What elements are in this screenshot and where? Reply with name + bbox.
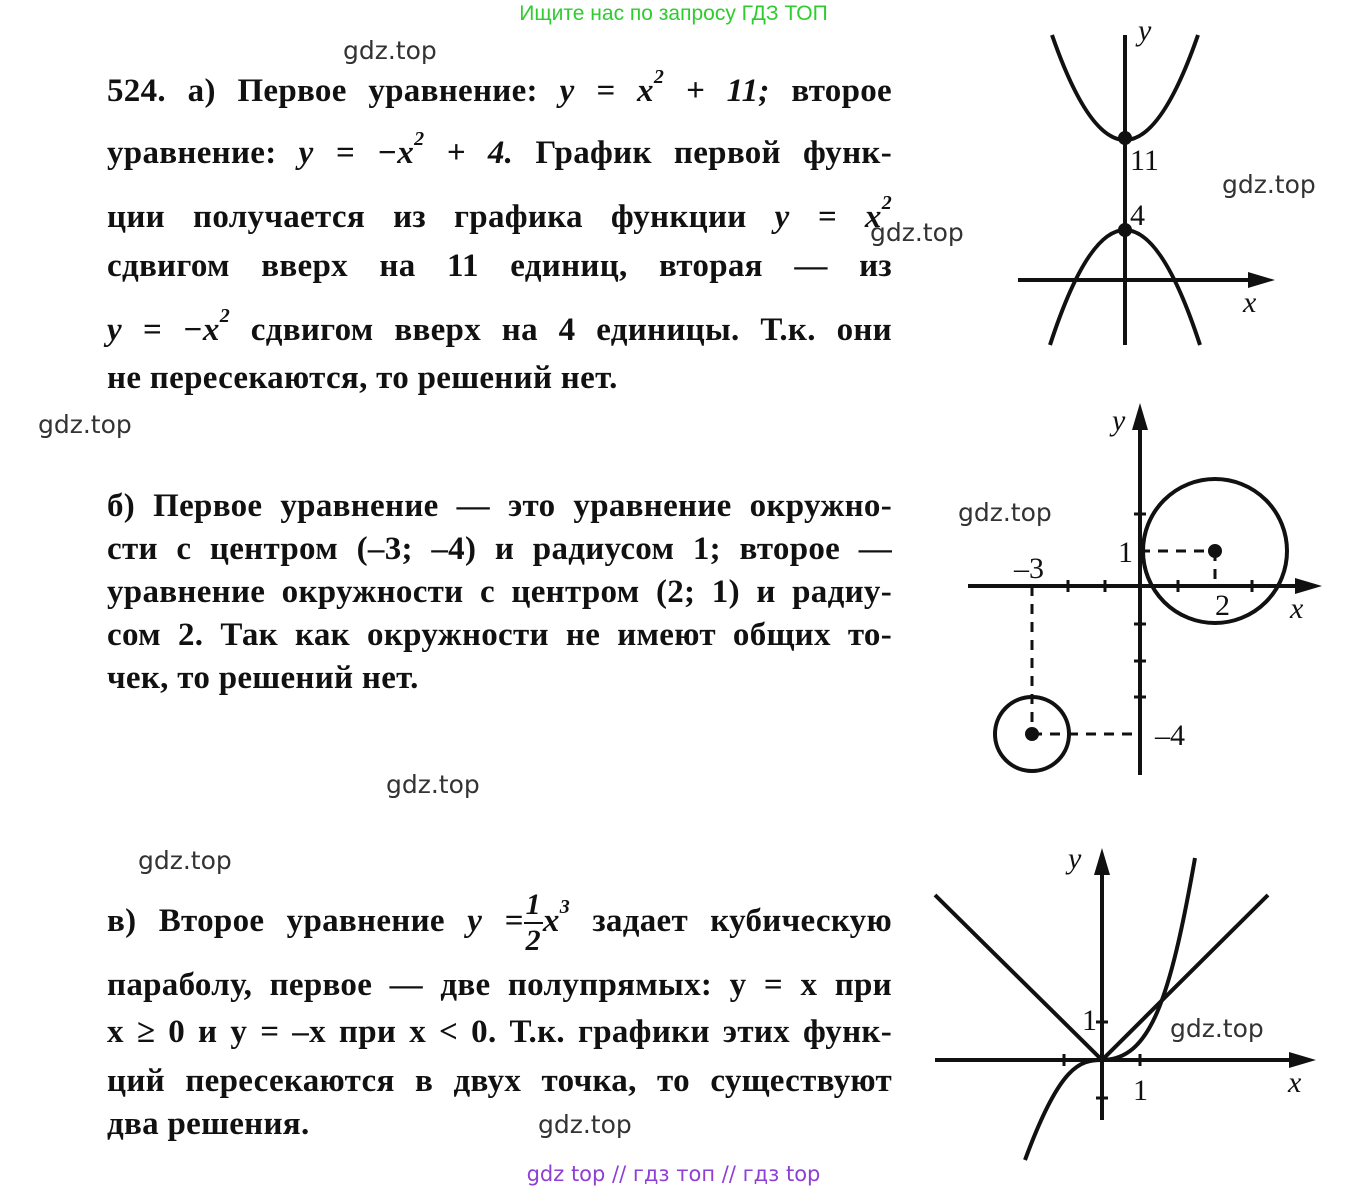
part-c-line-2: параболу, первое — две полупрямых: y = x при bbox=[107, 967, 892, 1003]
text: ции получается из графика функции bbox=[107, 199, 747, 235]
part-c-line-3: x ≥ 0 и y = –x при x < 0. Т.к. графики этих функ- bbox=[107, 1014, 892, 1050]
point-11 bbox=[1120, 133, 1130, 143]
exponent: 3 bbox=[559, 896, 571, 918]
watermark: gdz.top bbox=[1170, 1014, 1264, 1043]
part-b-line: сом 2. Так как окружности не имеют общих то- bbox=[107, 617, 892, 653]
exponent: 2 bbox=[219, 305, 231, 327]
equation: y = x bbox=[774, 199, 882, 235]
footer-links[interactable]: gdz top // гдз топ // гдз top bbox=[526, 1162, 821, 1186]
x-label: x bbox=[1243, 286, 1257, 319]
label-y-1: 1 bbox=[1082, 1004, 1097, 1037]
label-minus-3: –3 bbox=[1014, 552, 1044, 585]
equation: y = x bbox=[559, 73, 654, 109]
text: в) Второе уравнение bbox=[107, 903, 445, 939]
part-b-line: чек, то решений нет. bbox=[107, 660, 419, 696]
watermark: gdz.top bbox=[38, 410, 132, 439]
text: второе bbox=[791, 73, 892, 109]
part-c-line-5: два решения. bbox=[107, 1106, 310, 1142]
watermark: gdz.top bbox=[343, 36, 437, 65]
watermark: gdz.top bbox=[386, 770, 480, 799]
part-b-line: сти с центром (–3; –4) и радиусом 1; второе — bbox=[107, 531, 892, 567]
label-x-1: 1 bbox=[1133, 1074, 1148, 1107]
text: График первой функ- bbox=[535, 135, 892, 171]
watermark: gdz.top bbox=[870, 218, 964, 247]
x-label: x bbox=[1288, 1066, 1302, 1099]
graph-b bbox=[968, 403, 1322, 775]
problem-number: 524. bbox=[107, 73, 166, 109]
equation: y = −x bbox=[107, 312, 220, 348]
y-arrow-icon bbox=[1132, 403, 1148, 430]
y-label: y bbox=[1112, 404, 1126, 437]
label-4: 4 bbox=[1130, 199, 1145, 232]
part-a-line-4: сдвигом вверх на 11 единиц, вторая — из bbox=[107, 248, 892, 284]
equation: x bbox=[542, 903, 560, 939]
text: задает кубическую bbox=[592, 903, 892, 939]
part-c-line-4: ций пересекаются в двух точка, то существуют bbox=[107, 1063, 892, 1099]
numerator: 1 bbox=[524, 888, 543, 924]
part-b-line: уравнение окружности с центром (2; 1) и радиу- bbox=[107, 574, 892, 610]
label-2: 2 bbox=[1215, 589, 1230, 622]
label-1: 1 bbox=[1118, 536, 1133, 569]
equation: y = −x bbox=[298, 135, 415, 171]
exponent: 2 bbox=[881, 192, 892, 214]
graph-c bbox=[935, 848, 1316, 1160]
y-arrow-icon bbox=[1094, 848, 1110, 875]
y-label: y bbox=[1138, 14, 1152, 47]
point-4 bbox=[1120, 225, 1130, 235]
y-label: y bbox=[1068, 842, 1082, 875]
search-hint-banner[interactable]: Ищите нас по запросу ГДЗ ТОП bbox=[519, 2, 828, 25]
x-label: x bbox=[1290, 592, 1304, 625]
watermark: gdz.top bbox=[138, 846, 232, 875]
equation: + 11; bbox=[664, 73, 770, 109]
denominator: 2 bbox=[525, 924, 541, 958]
label-11: 11 bbox=[1130, 144, 1159, 177]
watermark: gdz.top bbox=[958, 498, 1052, 527]
equation: + 4. bbox=[424, 135, 514, 171]
text: сдвигом вверх на 4 единицы. Т.к. они bbox=[250, 312, 892, 348]
text: уравнение: bbox=[107, 135, 277, 171]
text: а) Первое уравнение: bbox=[165, 73, 538, 109]
exponent: 2 bbox=[653, 66, 665, 88]
part-a-line-6: не пересекаются, то решений нет. bbox=[107, 360, 618, 396]
watermark: gdz.top bbox=[538, 1110, 632, 1139]
label-minus-4: –4 bbox=[1155, 719, 1185, 752]
equation: y = bbox=[467, 903, 524, 939]
watermark: gdz.top bbox=[1222, 170, 1316, 199]
exponent: 2 bbox=[414, 128, 425, 150]
part-b-line: б) Первое уравнение — это уравнение окружно- bbox=[107, 488, 892, 524]
graph-a bbox=[1018, 35, 1275, 345]
